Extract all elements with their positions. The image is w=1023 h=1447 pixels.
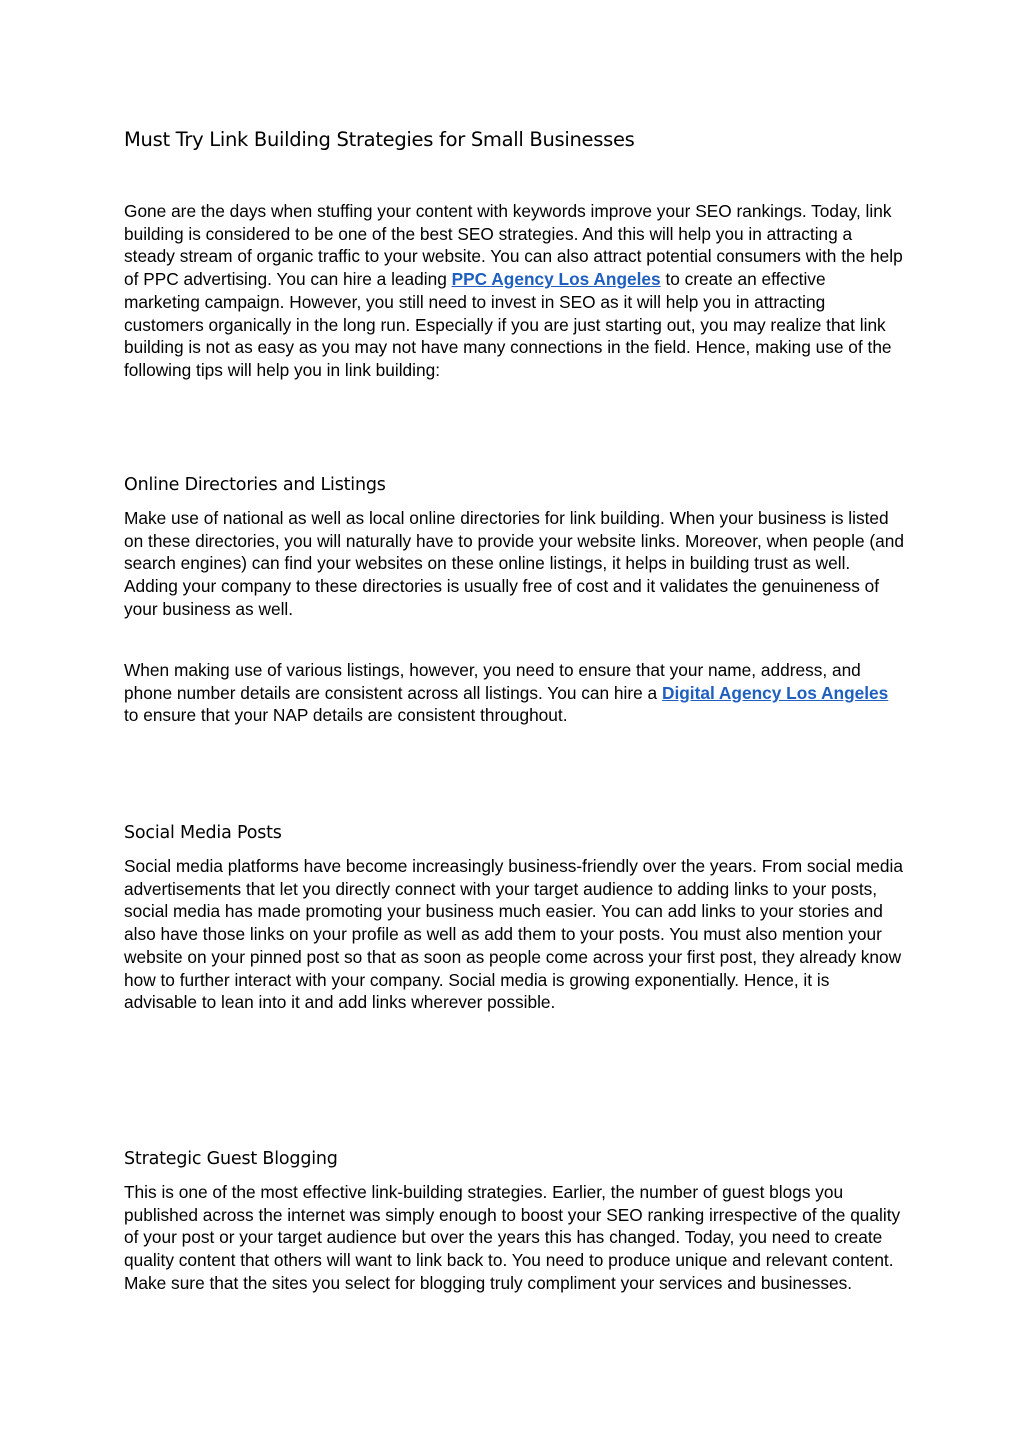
intro-text-1: Gone are the days when stuffing your content with keywords improve your SEO rankings. Today, link building is considered to be one of the best SEO strategies. And this will help you in attracting a steady stream of organic traffic to your website. You can also attract potential consumers with the help of PPC advertising. You can hire a leading (124, 201, 903, 290)
intro-paragraph (124, 200, 904, 382)
section-heading-social-media: Social Media Posts (124, 823, 282, 843)
digital-agency-link[interactable]: Digital Agency Los Angeles (661, 682, 889, 703)
section-heading-guest-blogging: Strategic Guest Blogging (124, 1149, 338, 1169)
directories-paragraph-2 (124, 659, 904, 727)
ppc-agency-link[interactable]: PPC Agency Los Angeles (451, 269, 661, 290)
social-media-paragraph: Social media platforms have become increasingly business-friendly over the years. From social media advertisements that let you directly connect with your target audience to adding links to your posts, social media has made promoting your business much easier. You can add links to your stories and also have those links on your profile as well as add them to your posts. You must also mention your website on your pinned post so that as soon as people come across your first post, they already know how to further interact with your company. Social media is growing exponentially. Hence, it is advisable to lean into it and add links wherever possible. (124, 856, 903, 1013)
intro-text-2: to create an effective marketing campaign. However, you still need to invest in SEO as it will help you in attracting customers organically in the long run. Especially if you are just starting out, you may realize that link building is not as easy as you may not have many connections in the field. Hence, making use of the following tips will help you in link building: (124, 269, 892, 380)
guest-blogging-paragraph: This is one of the most effective link-building strategies. Earlier, the number of guest blogs you published across the internet was simply enough to boost your SEO ranking irrespective of the quality of your post or your target audience but over the years this has changed. Today, you need to create quality content that others will want to link back to. You need to produce unique and relevant content. Make sure that the sites you select for blogging truly compliment your services and businesses. (124, 1182, 901, 1293)
document-title: Must Try Link Building Strategies for Small Businesses (124, 128, 635, 151)
directories-text-2: to ensure that your NAP details are consistent throughout. (124, 705, 568, 726)
section-heading-directories: Online Directories and Listings (124, 475, 386, 495)
directories-paragraph-1: Make use of national as well as local online directories for link building. When your business is listed on these directories, you will naturally have to provide your website links. Moreover, when people (and search engines) can find your websites on these online listings, it helps in building trust as well. Adding your company to these directories is usually free of cost and it validates the genuineness of your business as well. (124, 508, 904, 619)
directories-text-1: When making use of various listings, however, you need to ensure that your name, address, and phone number details are consistent across all listings. You can hire a (124, 660, 861, 703)
